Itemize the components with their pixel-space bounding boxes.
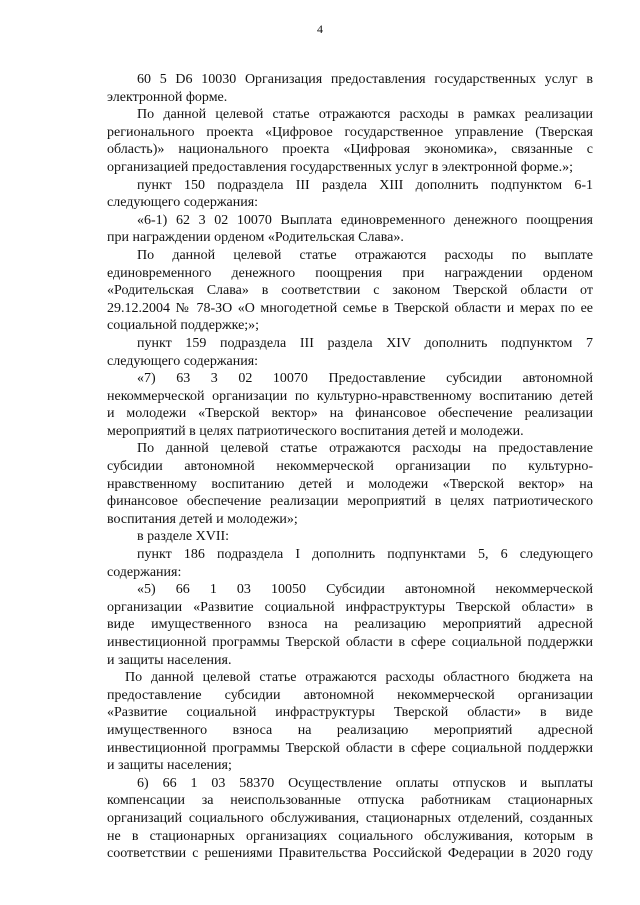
text-line: «7) 63 3 02 10070 Предоставление субсидии автономной — [137, 371, 593, 387]
text-line: 29.12.2004 № 78-ЗО «О многодетной семье в Тверской области и мерах по ее — [107, 300, 593, 316]
text-line: не в стационарных организациях социального обслуживания, которым в — [107, 828, 593, 844]
text-line: субсидии автономной некоммерческой организации по культурно- — [107, 459, 593, 475]
text-line: следующего содержания: — [107, 195, 259, 211]
text-line: следующего содержания: — [107, 353, 259, 369]
text-line: По данной целевой статье отражаются расходы на предоставление — [137, 441, 593, 457]
text-line: пункт 186 подраздела I дополнить подпунктами 5, 6 следующего — [137, 547, 593, 563]
text-line: 6) 66 1 03 58370 Осуществление оплаты отпусков и выплаты — [137, 775, 593, 791]
text-line: виде имущественного взноса на реализацию мероприятий адресной — [107, 617, 593, 633]
text-line: электронной форме. — [107, 89, 228, 105]
text-line: нравственному воспитанию детей и молодежи «Тверской вектор» на — [107, 476, 593, 492]
text-line: имущественного взноса на реализацию мероприятий адресной — [107, 722, 593, 738]
document-body — [107, 71, 593, 863]
page-number: 4 — [317, 22, 323, 36]
text-line: инвестиционной программы Тверской области в сфере социальной поддержки — [107, 635, 593, 650]
text-line: финансовое обеспечение реализации мероприятий в целях патриотического — [107, 494, 593, 510]
text-line: По данной целевой статье отражаются расходы по выплате — [137, 247, 593, 263]
text-line: организаций социального обслуживания, стационарных отделений, созданных — [107, 810, 593, 826]
text-line: По данной целевой статье отражаются расходы в рамках реализации — [137, 107, 593, 123]
text-line: и защиты населения; — [107, 758, 232, 774]
text-line: 60 5 D6 10030 Организация предоставления государственных услуг в — [137, 72, 593, 87]
text-line: область)» национального проекта «Цифровая экономика», связанные с — [107, 142, 593, 158]
text-line: воспитания детей и молодежи»; — [107, 511, 298, 527]
text-line: «6-1) 62 3 02 10070 Выплата единовременного денежного поощрения — [137, 212, 593, 228]
text-line: соответствии с решениями Правительства Российской Федерации в 2020 году — [107, 846, 593, 862]
text-line: организации «Развитие социальной инфраструктуры Тверской области» в — [107, 599, 593, 615]
text-line: «5) 66 1 03 10050 Субсидии автономной некоммерческой — [137, 582, 593, 598]
text-line: регионального проекта «Цифровое государственное управление (Тверская — [107, 124, 593, 140]
text-line: «Родительская Слава» в соответствии с законом Тверской области от — [107, 283, 593, 299]
text-line: и защиты населения. — [107, 652, 232, 668]
text-line: компенсации за неиспользованные отпуска работникам стационарных — [107, 793, 593, 809]
text-line: пункт 159 подраздела III раздела XIV дополнить подпунктом 7 — [137, 335, 593, 351]
text-line: содержания: — [107, 564, 182, 580]
text-line: социальной поддержке;»; — [107, 318, 260, 334]
text-line: при награждении орденом «Родительская Слава». — [107, 230, 404, 246]
text-line: организацией предоставления государственных услуг в электронной форме.»; — [107, 159, 574, 175]
text-line: пункт 150 подраздела III раздела XIII дополнить подпунктом 6-1 — [137, 177, 593, 193]
text-line: По данной целевой статье отражаются расходы областного бюджета на — [125, 670, 593, 686]
text-line: единовременного денежного поощрения при награждении орденом — [107, 265, 593, 281]
text-line: инвестиционной программы Тверской области в сфере социальной поддержки — [107, 740, 593, 756]
text-line: предоставление субсидии автономной некоммерческой организации — [107, 687, 593, 703]
text-line: мероприятий в целях патриотического воспитания детей и молодежи. — [107, 423, 524, 439]
text-line: в разделе XVII: — [137, 529, 230, 545]
text-line: и молодежи «Тверской вектор» на финансовое обеспечение реализации — [107, 406, 593, 422]
text-line: некоммерческой организации по культурно-нравственному воспитанию детей — [107, 388, 593, 404]
text-line: «Развитие социальной инфраструктуры Тверской области» в виде — [107, 705, 593, 721]
